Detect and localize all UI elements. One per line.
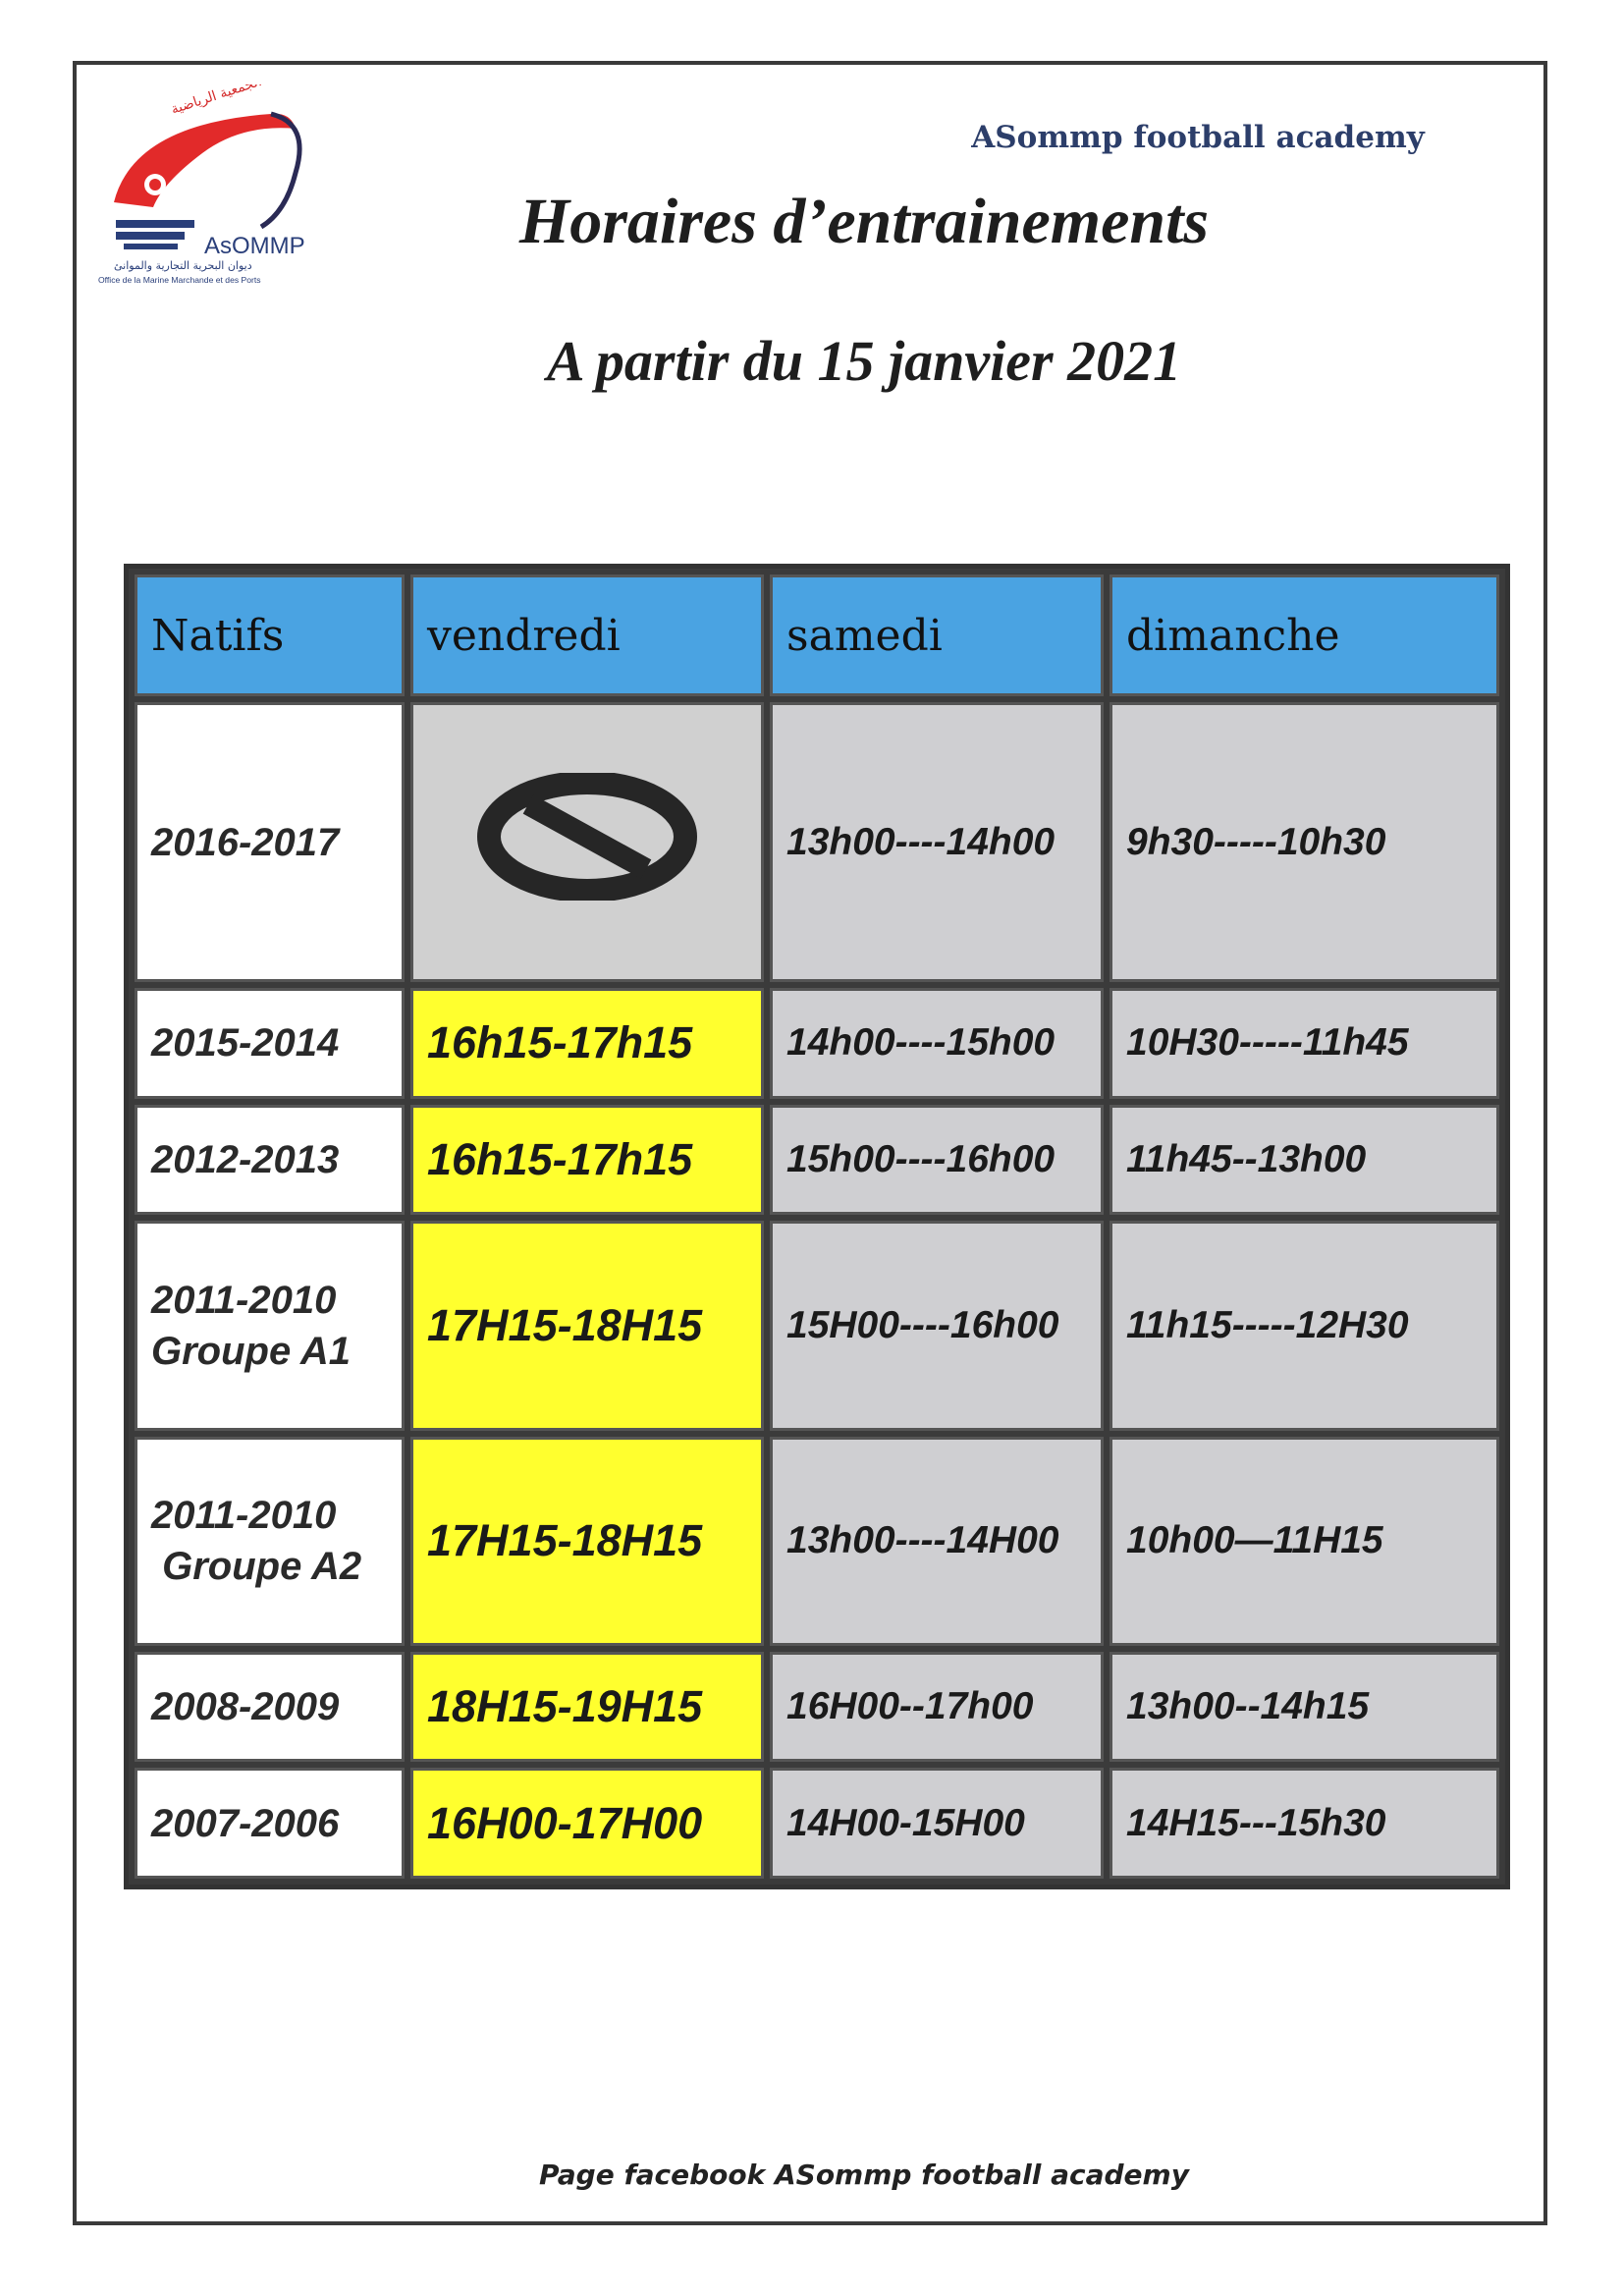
natif-cell: 2007-2006 [135,1768,405,1879]
logo-arabic-name: الجمعية الرياضية [169,84,264,118]
dimanche-cell: 11h45--13h00 [1110,1105,1499,1216]
table-row [135,988,1499,1099]
samedi-cell: 14H00-15H00 [770,1768,1104,1879]
column-header-vendredi: vendredi [410,574,764,696]
facebook-footer: Page facebook ASommp football academy [539,2159,1189,2191]
vendredi-cell: 17H15-18H15 [410,1437,764,1646]
header-row [135,574,1499,696]
column-header-natifs: Natifs [135,574,405,696]
prohibited-icon [474,773,700,901]
page-title: Horaires d’entrainements [518,186,1210,257]
table-row [135,1768,1499,1879]
natif-cell: 2016-2017 [135,702,405,982]
table-row [135,1105,1499,1216]
natif-cell: 2011-2010 Groupe A2 [135,1437,405,1646]
academy-name: ASommp football academy [971,120,1425,155]
dimanche-cell: 10H30-----11h45 [1110,988,1499,1099]
table-row [135,1221,1499,1430]
logo-brand: AsOMMP [204,233,305,259]
samedi-cell: 13h00----14H00 [770,1437,1104,1646]
column-header-samedi: samedi [770,574,1104,696]
vendredi-cell: 18H15-19H15 [410,1652,764,1763]
logo-org: Office de la Marine Marchande et des Ports [98,275,261,285]
vendredi-cell: 16h15-17h15 [410,988,764,1099]
samedi-cell: 14h00----15h00 [770,988,1104,1099]
dimanche-cell: 11h15-----12H30 [1110,1221,1499,1430]
page-subtitle: A partir du 15 janvier 2021 [546,329,1182,393]
vendredi-cell: 16h15-17h15 [410,1105,764,1216]
samedi-cell: 16H00--17h00 [770,1652,1104,1763]
asommp-logo [94,84,330,291]
table-row [135,702,1499,982]
samedi-cell: 15H00----16h00 [770,1221,1104,1430]
dimanche-cell: 10h00—11H15 [1110,1437,1499,1646]
vendredi-cell [410,702,764,982]
dimanche-cell: 13h00--14h15 [1110,1652,1499,1763]
natif-cell: 2011-2010 Groupe A1 [135,1221,405,1430]
logo-arabic-org: ديوان البحرية التجارية والموانئ [114,259,252,272]
dimanche-cell: 14H15---15h30 [1110,1768,1499,1879]
column-header-dimanche: dimanche [1110,574,1499,696]
schedule-table [124,564,1510,1889]
natif-cell: 2012-2013 [135,1105,405,1216]
natif-cell: 2008-2009 [135,1652,405,1763]
dimanche-cell: 9h30-----10h30 [1110,702,1499,982]
vendredi-cell: 17H15-18H15 [410,1221,764,1430]
samedi-cell: 15h00----16h00 [770,1105,1104,1216]
table-row [135,1652,1499,1763]
samedi-cell: 13h00----14h00 [770,702,1104,982]
table-row [135,1437,1499,1646]
natif-cell: 2015-2014 [135,988,405,1099]
vendredi-cell: 16H00-17H00 [410,1768,764,1879]
